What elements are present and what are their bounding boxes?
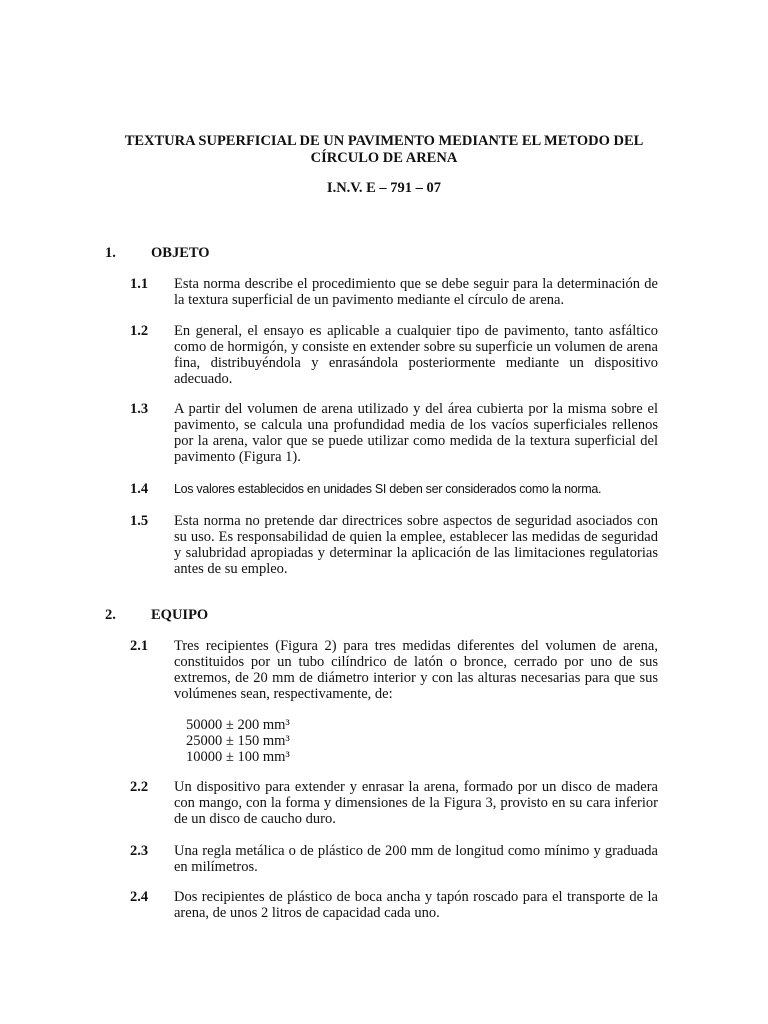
section-title: EQUIPO [151,607,209,623]
clause-number: 1.5 [130,513,149,529]
volume-item: 25000 ± 150 mm³ [186,733,290,749]
clause-2-2 [130,779,658,827]
norm-code: I.N.V. E – 791 – 07 [326,180,442,196]
clause-text: A partir del volumen de arena utilizado y del área cubierta por la misma sobre el pavimento, se calcula una profundidad media de los vacíos superficiales rellenos por la arena, valor que se puede utilizar como medida de la textura superficial del pavimento (Figura 1). [174,401,658,465]
clause-1-3 [130,401,658,465]
clause-text: Un dispositivo para extender y enrasar la arena, formado por un disco de madera con mango, con la forma y dimensiones de la Figura 3, provisto en su cara inferior de un disco de caucho duro. [174,779,658,827]
clause-text: Tres recipientes (Figura 2) para tres medidas diferentes del volumen de arena, constituidos por un tubo cilíndrico de latón o bronce, cerrado por uno de sus extremos, de 20 mm de diámetro interior y con las alturas necesarias para que sus volúmenes sean, respectivamente, de: [174,638,658,702]
clause-number: 2.3 [130,843,149,859]
section-number: 1. [105,245,116,261]
section-heading-equipo [105,607,208,623]
clause-number: 1.3 [130,401,149,417]
volume-item: 50000 ± 200 mm³ [186,717,290,733]
title-line-2: CÍRCULO DE ARENA [310,150,458,166]
volume-item: 10000 ± 100 mm³ [186,749,290,765]
clause-1-4 [130,481,658,497]
section-number: 2. [105,607,116,623]
clause-2-1 [130,638,658,702]
clause-2-3 [130,843,658,875]
document-title [0,133,768,167]
clause-text: Los valores establecidos en unidades SI deben ser considerados como la norma. [174,482,602,496]
clause-1-5 [130,513,658,577]
clause-text: Esta norma describe el procedimiento que se debe seguir para la determinación de la textura superficial de un pavimento mediante el círculo de arena. [174,276,658,308]
clause-text: Esta norma no pretende dar directrices sobre aspectos de seguridad asociados con su uso. Es responsabilidad de quien la emplee, establecer las medidas de seguridad y salubridad apropiadas y determinar la aplicación de las limitaciones regulatorias antes de su empleo. [174,513,658,577]
title-line-1: TEXTURA SUPERFICIAL DE UN PAVIMENTO MEDIANTE EL METODO DEL [124,133,644,149]
section-heading-objeto [105,245,210,261]
clause-1-2 [130,323,658,387]
clause-number: 2.2 [130,779,149,795]
clause-number: 2.4 [130,889,149,905]
clause-number: 1.4 [130,481,149,497]
clause-number: 2.1 [130,638,149,654]
clause-2-4 [130,889,658,921]
clause-number: 1.2 [130,323,149,339]
section-title: OBJETO [151,245,210,261]
clause-1-1 [130,276,658,308]
clause-text: Dos recipientes de plástico de boca ancha y tapón roscado para el transporte de la arena, de unos 2 litros de capacidad cada uno. [174,889,658,921]
clause-number: 1.1 [130,276,149,292]
clause-text: Una regla metálica o de plástico de 200 mm de longitud como mínimo y graduada en milímetros. [174,843,658,875]
clause-text: En general, el ensayo es aplicable a cualquier tipo de pavimento, tanto asfáltico como de hormigón, y consiste en extender sobre su superficie un volumen de arena fina, distribuyéndola y enrasándola posteriormente mediante un dispositivo adecuado. [174,323,658,387]
volume-list [186,717,290,765]
